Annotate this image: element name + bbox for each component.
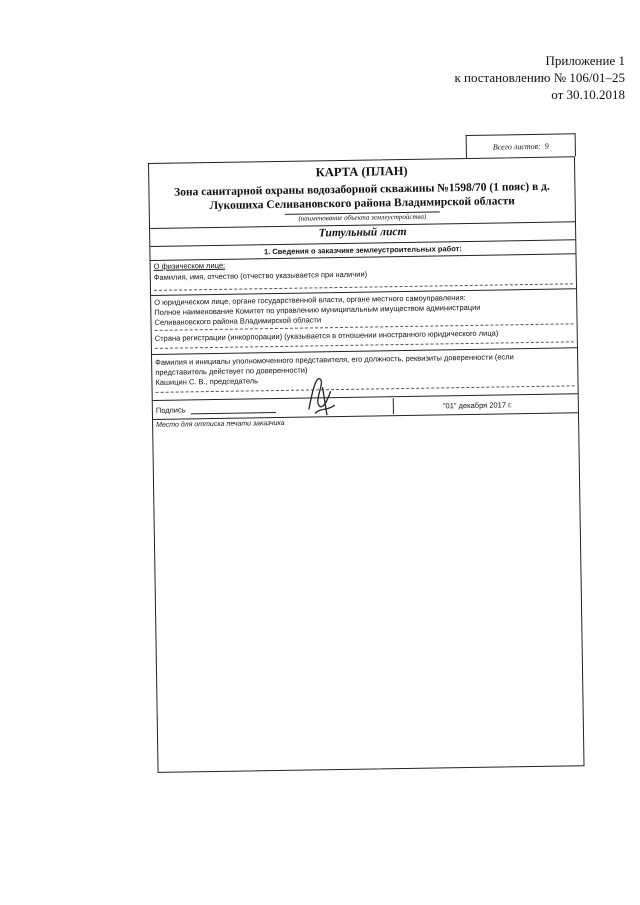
object-name-line1: Зона санитарной охраны водозаборной скважины №1598/70 (1 пояс) в д. [173,180,550,199]
handwritten-signature [300,369,341,420]
object-name-line2: Лукошиха Селивановского района Владимирской области [209,195,515,213]
legal-name-line1: Полное наименование Комитет по управлению муниципальным имуществом администрации [154,302,481,317]
total-sheets-value: 9 [544,141,549,151]
country-label: Страна регистрации (инкорпорации) (указывается в отношении иностранного юридического лица) [154,328,499,343]
appendix-number: Приложение 1 [545,53,625,68]
representative-value: Кашицин С. В., председатель [155,376,259,387]
individual-header-text: О физическом лице: [153,260,226,271]
total-sheets-label: Всего листов: [492,141,541,152]
total-sheets-box [466,133,576,158]
object-name [149,179,574,214]
stamp-place-label: Место для оттиска печати заказчика [156,419,285,429]
representative-label-line2: представитель действует по доверенности) [155,365,308,377]
appendix-resolution: к постановлению № 106/01–25 [454,70,625,85]
sheet-title: Титульный лист [318,225,407,240]
appendix-header [454,52,625,103]
legal-header: О юридическом лице, органе государственной власти, органе местного самоуправления: [154,293,466,307]
legal-name-line2: Селивановского района Владимирской области [154,315,322,327]
signature-divider [393,398,394,414]
signature-date: "01" декабря 2017 г. [442,400,513,411]
appendix-date: от 30.10.2018 [551,87,625,102]
object-name-hint-text: (наименование объекта землеустройства) [284,211,440,222]
section-title: 1. Сведения о заказчике землеустроительных работ: [263,244,462,257]
signature-label: Подпись [155,405,186,415]
representative-label-line1: Фамилия и инициалы уполномоченного представителя, его должность, реквизиты доверенности (если [155,352,514,367]
form-title: КАРТА (ПЛАН) [315,163,408,180]
individual-name-label: Фамилия, имя, отчество (отчество указывается при наличии) [153,269,368,282]
title-sheet-form [148,141,585,773]
signature-line [191,412,276,414]
